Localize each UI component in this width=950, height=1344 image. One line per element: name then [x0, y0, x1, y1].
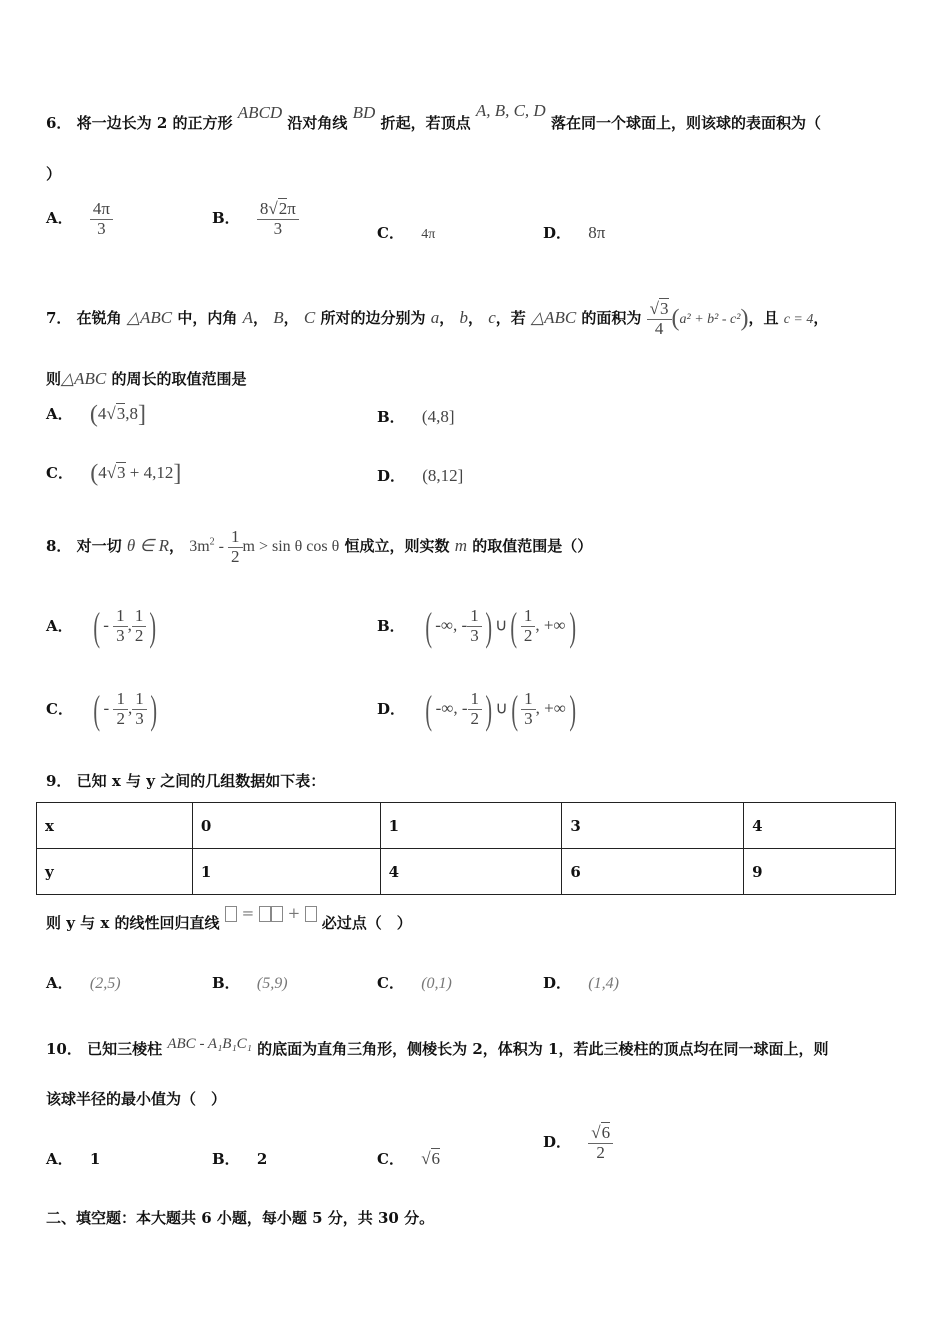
q8-option-a[interactable]: A． ( - $\frac{1}{3}$ , $\frac{1}{2}$ ) — [46, 604, 157, 649]
q6-stem-cont: ） — [46, 165, 62, 183]
q7-number: 7． — [46, 309, 72, 328]
q7-stem-cont: 则△ABC 的周长的取值范围是 — [46, 369, 247, 388]
q10-option-a[interactable]: A． 1 — [46, 1150, 101, 1168]
q10-option-c[interactable]: C． √6 — [377, 1149, 441, 1168]
q7-option-b[interactable]: B． (4,8] — [377, 407, 455, 426]
q8-option-d[interactable]: D． ( -∞, - $\frac{1}{2}$ ) ∪( $\frac{1}{3}$ , +∞) — [377, 687, 576, 732]
q7-stem: 7． 在锐角 △ABC 中，内角 A， B， C 所对的边分别为 a， b， c，若 △ABC 的面积为 $\frac{√3}{4}$ (a² + b² - c²)，且 c = 4， — [46, 299, 829, 338]
table-row: y 1 4 6 9 — [37, 849, 896, 895]
q10-option-b[interactable]: B． 2 — [212, 1150, 268, 1168]
table-row: x 0 1 3 4 — [37, 803, 896, 849]
q7-option-d[interactable]: D． (8,12] — [377, 466, 464, 485]
q6-option-c[interactable]: C． 4π — [377, 224, 436, 242]
q6-option-a[interactable]: A． $\frac{4\pi}{3}$ — [46, 200, 113, 238]
q10-stem-cont: 该球半径的最小值为（ ） — [46, 1090, 227, 1108]
q6-option-b[interactable]: B． $\frac{8√2\pi}{3}$ — [212, 200, 299, 238]
q9-option-c[interactable]: C． (0,1) — [377, 974, 452, 992]
q10-option-d[interactable]: D． $\frac{√6}{2}$ — [543, 1124, 613, 1162]
q9-stem: 9． 已知 x 与 y 之间的几组数据如下表： — [46, 772, 326, 790]
q6-stem: 6． 将一边长为 2 的正方形 ABCD 沿对角线 BD 折起，若顶点 A, B, C, D 落在同一个球面上，则该球的表面积为（ — [46, 101, 821, 132]
q7-option-a[interactable]: A． (4√3,8] — [46, 402, 146, 428]
q8-option-c[interactable]: C． ( - $\frac{1}{2}$ , $\frac{1}{3}$ ) — [46, 687, 157, 732]
q7-option-c[interactable]: C． (4√3 + 4,12] — [46, 461, 182, 487]
q6-option-d[interactable]: D． 8π — [543, 223, 606, 242]
q9-option-a[interactable]: A． (2,5) — [46, 974, 121, 992]
q9-option-d[interactable]: D． (1,4) — [543, 974, 619, 992]
q8-number: 8． — [46, 537, 72, 556]
q9-stem-cont: 则 y 与 x 的线性回归直线 = + 必过点（ ） — [46, 904, 412, 932]
q10-stem: 10． 已知三棱柱 ABC - A₁B₁C₁ 的底面为直角三角形，侧棱长为 2，体积为 1，若此三棱柱的顶点均在同一球面上，则 — [46, 1036, 829, 1058]
q9-number: 9． — [46, 772, 72, 790]
section-2-heading: 二、填空题：本大题共 6 小题，每小题 5 分，共 30 分。 — [46, 1209, 435, 1227]
q10-number: 10． — [46, 1040, 82, 1058]
q9-data-table — [36, 802, 896, 895]
q9-option-b[interactable]: B． (5,9) — [212, 974, 288, 992]
q6-number: 6． — [46, 114, 72, 132]
q8-stem: 8． 对一切 θ ∈ R， $3m^2$ - $\frac{1}{2}$ m > sin θ cos θ 恒成立，则实数 m 的取值范围是（） — [46, 527, 593, 566]
q8-option-b[interactable]: B． ( -∞, - $\frac{1}{3}$ ) ∪( $\frac{1}{2}$ , +∞) — [377, 604, 576, 649]
regression-formula-icon: = + — [225, 904, 322, 922]
